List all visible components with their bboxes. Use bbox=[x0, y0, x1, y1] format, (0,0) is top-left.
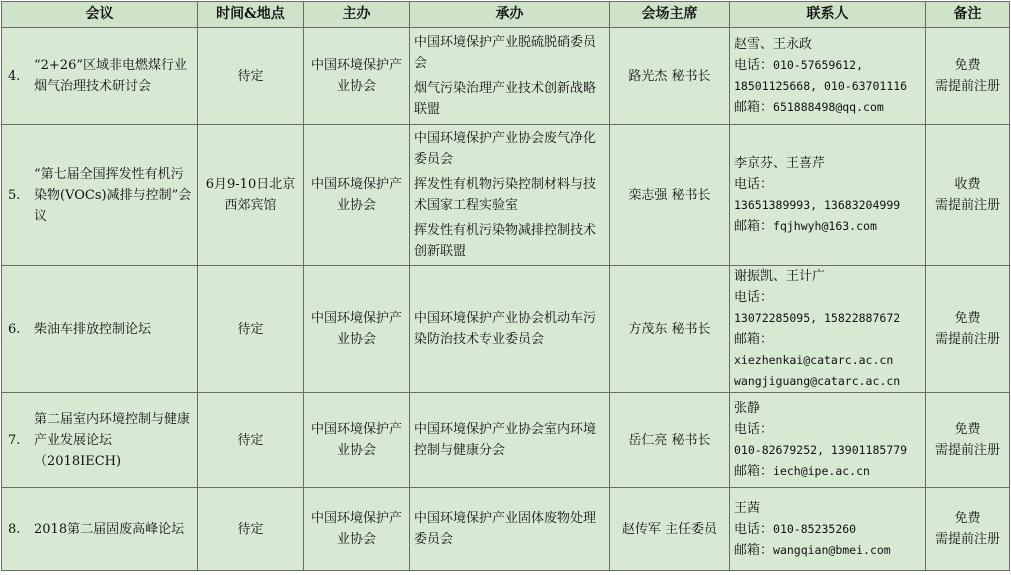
host-cell: 中国环境保护产业协会 bbox=[304, 125, 410, 266]
contact-phone: 010-82679252, 13901185779 bbox=[734, 443, 908, 457]
table-row bbox=[2, 393, 1010, 488]
organizer-cell bbox=[410, 266, 610, 393]
contact-names: 赵雪、王永政 bbox=[734, 37, 813, 52]
email-label: 邮箱： bbox=[734, 464, 774, 479]
contact-cell bbox=[730, 266, 926, 393]
organizer-cell bbox=[410, 125, 610, 266]
phone-label: 电话： bbox=[734, 290, 774, 305]
remark-registration: 需提前注册 bbox=[934, 443, 1000, 458]
header-time-place: 时间&地点 bbox=[198, 2, 304, 28]
remark-fee: 免费 bbox=[954, 511, 981, 526]
remark-cell bbox=[926, 266, 1010, 393]
row-number: 4. bbox=[8, 68, 21, 84]
chair-cell: 方茂东 秘书长 bbox=[610, 266, 730, 393]
contact-phone: 13651389993, 13683204999 bbox=[734, 198, 901, 212]
row-number: 7. bbox=[8, 432, 21, 448]
organizer-entry: 中国环境保护产业协会室内环境控制与健康分会 bbox=[414, 422, 597, 458]
remark-cell bbox=[926, 28, 1010, 125]
chair-cell: 岳仁亮 秘书长 bbox=[610, 393, 730, 488]
row-number: 8. bbox=[8, 521, 21, 537]
organizer-entry: 中国环境保护产业脱硫脱硝委员会 bbox=[414, 35, 597, 71]
chair-cell: 栾志强 秘书长 bbox=[610, 125, 730, 266]
header-organizer: 承办 bbox=[410, 2, 610, 28]
host-cell: 中国环境保护产业协会 bbox=[304, 488, 410, 571]
header-chair: 会场主席 bbox=[610, 2, 730, 28]
contact-phone: 18501125668, 010-63701116 bbox=[734, 79, 908, 93]
organizer-entry: 中国环境保护产业固体废物处理委员会 bbox=[414, 511, 597, 547]
meeting-cell bbox=[2, 125, 198, 266]
remark-cell bbox=[926, 488, 1010, 571]
email-label: 邮箱： bbox=[734, 219, 774, 234]
contact-phone: 010-85235260 bbox=[773, 521, 857, 536]
remark-fee: 免费 bbox=[954, 311, 981, 326]
header-contact: 联系人 bbox=[730, 2, 926, 28]
time-place-cell: 6月9-10日北京西郊宾馆 bbox=[198, 125, 304, 266]
phone-label: 电话： bbox=[734, 58, 774, 73]
meeting-title: 2018第二届固废高峰论坛 bbox=[34, 521, 185, 537]
contact-email: xiezhenkai@catarc.ac.cn bbox=[734, 353, 894, 367]
row-number: 6. bbox=[8, 321, 21, 337]
header-host: 主办 bbox=[304, 2, 410, 28]
table-row bbox=[2, 125, 1010, 266]
conference-table bbox=[1, 1, 1010, 571]
phone-label: 电话： bbox=[734, 177, 774, 192]
contact-email: fqjhwyh@163.com bbox=[773, 219, 877, 233]
remark-registration: 需提前注册 bbox=[934, 532, 1000, 547]
contact-email: 651888498@qq.com bbox=[773, 100, 884, 114]
table-row bbox=[2, 28, 1010, 125]
organizer-cell bbox=[410, 488, 610, 571]
contact-cell bbox=[730, 28, 926, 125]
meeting-cell bbox=[2, 488, 198, 571]
remark-cell bbox=[926, 125, 1010, 266]
organizer-entry: 中国环境保护产业协会废气净化委员会 bbox=[414, 131, 597, 167]
host-cell: 中国环境保护产业协会 bbox=[304, 266, 410, 393]
contact-email: iech@ipe.ac.cn bbox=[773, 464, 870, 478]
header-remark: 备注 bbox=[926, 2, 1010, 28]
email-label: 邮箱： bbox=[734, 332, 774, 347]
remark-registration: 需提前注册 bbox=[934, 79, 1000, 94]
row-number: 5. bbox=[8, 187, 21, 203]
phone-label: 电话： bbox=[734, 521, 774, 537]
time-place-cell: 待定 bbox=[198, 393, 304, 488]
organizer-cell bbox=[410, 28, 610, 125]
contact-phone: 010-57659612, bbox=[773, 58, 864, 72]
chair-cell: 路光杰 秘书长 bbox=[610, 28, 730, 125]
table-row bbox=[2, 266, 1010, 393]
organizer-cell bbox=[410, 393, 610, 488]
contact-email: wangqian@bmei.com bbox=[773, 542, 891, 557]
email-label: 邮箱： bbox=[734, 542, 774, 558]
contact-names: 谢振凯、王计广 bbox=[734, 269, 826, 284]
time-place-cell: 待定 bbox=[198, 28, 304, 125]
header-meeting: 会议 bbox=[2, 2, 198, 28]
contact-cell bbox=[730, 488, 926, 571]
remark-cell bbox=[926, 393, 1010, 488]
contact-cell bbox=[730, 125, 926, 266]
remark-fee: 免费 bbox=[954, 422, 981, 437]
email-label: 邮箱： bbox=[734, 100, 774, 115]
contact-cell bbox=[730, 393, 926, 488]
remark-fee: 免费 bbox=[954, 58, 981, 73]
meeting-title: “第七届全国挥发性有机污染物(VOCs)减排与控制”会议 bbox=[34, 166, 192, 224]
remark-registration: 需提前注册 bbox=[934, 332, 1000, 347]
header-row bbox=[2, 2, 1010, 28]
contact-names: 张静 bbox=[734, 401, 761, 416]
organizer-entry: 中国环境保护产业协会机动车污染防治技术专业委员会 bbox=[414, 311, 597, 347]
meeting-title: “2+26”区域非电燃煤行业烟气治理技术研讨会 bbox=[34, 58, 187, 94]
organizer-entry: 挥发性有机污染物减排控制技术创新联盟 bbox=[414, 223, 597, 259]
meeting-cell bbox=[2, 266, 198, 393]
meeting-cell bbox=[2, 28, 198, 125]
host-cell: 中国环境保护产业协会 bbox=[304, 393, 410, 488]
table-row bbox=[2, 488, 1010, 571]
contact-phone: 13072285095, 15822887672 bbox=[734, 311, 901, 325]
organizer-entry: 挥发性有机物污染控制材料与技术国家工程实验室 bbox=[414, 177, 597, 213]
contact-names: 李京芬、王喜芹 bbox=[734, 156, 826, 171]
meeting-title: 第二届室内环境控制与健康产业发展论坛（2018IECH) bbox=[34, 411, 191, 469]
time-place-cell: 待定 bbox=[198, 266, 304, 393]
host-cell: 中国环境保护产业协会 bbox=[304, 28, 410, 125]
organizer-entry: 烟气污染治理产业技术创新战略联盟 bbox=[414, 81, 597, 117]
contact-names: 王茜 bbox=[734, 500, 761, 516]
chair-cell: 赵传军 主任委员 bbox=[610, 488, 730, 571]
meeting-title: 柴油车排放控制论坛 bbox=[34, 321, 152, 337]
meeting-cell bbox=[2, 393, 198, 488]
contact-email: wangjiguang@catarc.ac.cn bbox=[734, 374, 901, 388]
remark-registration: 需提前注册 bbox=[934, 198, 1000, 213]
remark-fee: 收费 bbox=[954, 177, 981, 192]
time-place-cell: 待定 bbox=[198, 488, 304, 571]
phone-label: 电话： bbox=[734, 422, 774, 437]
